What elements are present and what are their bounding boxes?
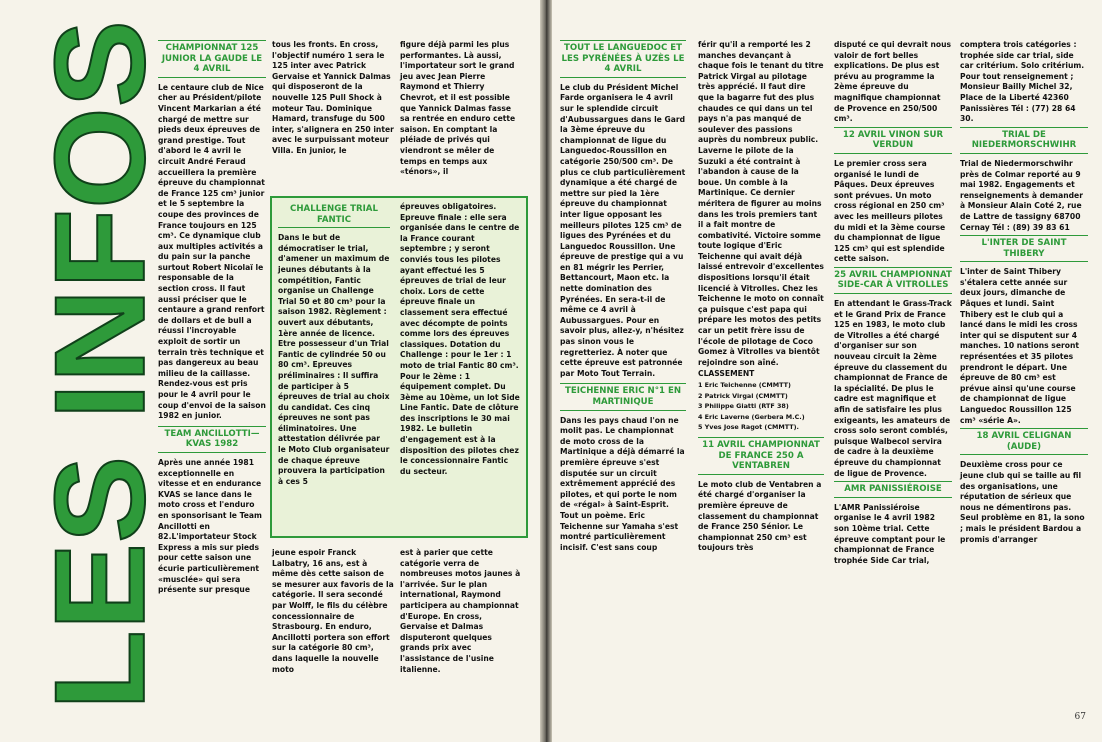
article-ancillotti: Après une année 1981 exceptionnelle en vitesse et en endurance KVAS se lance dans le moto cross et l'enduro en sponsorisant le Team Ancillotti en 82.L'importateur Stock Express a mis sur pieds pour cette saison une écurie particulièrement «musclée» qui sera présente sur presque xyxy=(158,457,262,595)
page-number: 67 xyxy=(1074,712,1086,722)
classement-heading: CLASSEMENT xyxy=(698,369,755,379)
right-column-2 xyxy=(698,40,824,740)
article-la-gaude: Le centaure club de Nice cher au Président/pilote Vincent Markarian a été chargé de mettre sur pieds deux épreuves de grand prestige. Tout d'abord le 4 avril le circuit André Feraud accueillera la première épreuve du championnat de France 125 cm³ junior et le 5 septembre la coupe des provinces de France toujours en 125 cm³. Ce dynamique club aux multiples activités a du pain sur la panche surtout Robert Nicolaï le responsable de la section cross. Il faut aussi préciser que le centaure a grand renfort de dollars et de bull a réussi l'incroyable exploit de sortir un terrain très technique et pas dangereux au beau milieu de la caillasse. Rendez-vous est pris pour le 4 avril pour le coup d'envoi de la saison 1982 en junior. xyxy=(158,82,266,421)
article-martinique-cont: férir qu'il a remporté les 2 manches devançant à chaque fois le tenant du titre Patrick Virgal au pilotage très apprécié. Il faut dire que la bagarre fut des plus chaudes ce qui dans un tel pays n'a pas manqué de soulever des passions auprès du nombreux public. Laverne le pilote de la Suzuki a été contraint à l'abandon à cause de la boue. Un comble à la Martinique. Ce dernier méritera de figurer au moins dans les trois premiers tant il a fait montre de combativité. Victoire somme toute logique d'Eric Teichenne qui avait déjà laissé entrevoir d'excellentes dispositions lorsqu'il était licencié à Vitrolles. Chez les Teichenne le moto on connaît ça puisque c'est papa qui prépare les motos des petits car un petit frère issu de l'école de pilotage de Coco Gomez à Vitrolles va bientôt rejoindre son aîné. xyxy=(698,40,824,367)
vertical-title xyxy=(2,10,172,720)
right-column-4 xyxy=(960,40,1088,720)
title-graphic xyxy=(2,10,172,720)
heading-teichenne: TEICHENNE ERIC N°1 EN MARTINIQUE xyxy=(560,383,686,410)
box-text-col2: épreuves obligatoires. Epreuve finale : elle sera organisée dans le centre de la France courant septembre ; y seront conviés tous les pilotes ayant effectué les 5 épreuves de trial de leur choix. Lors de cette épreuve finale un classement sera effectué avec décompte de points comme lors des épreuves classiques. Dotation du Challenge : pour le 1er : 1 moto de trial Fantic 80 cm³. Pour le 2ème : 1 équipement complet. Du 3ème au 10ème, un lot Side Line Fantic. Date de clôture des inscriptions le 30 mai 1982. Le bulletin d'engagement est à la disposition des pilotes chez le concessionnaire Fantic du secteur. xyxy=(400,202,520,476)
heading-vinon: 12 AVRIL VINON SUR VERDUN xyxy=(834,127,952,154)
article-niedermorschwihr: Trial de Niedermorschwihr près de Colmar reporté au 9 mai 1982. Engagements et renseignements à demander à Monsieur Alain Coté 2, rue de Lattre de tassigny 68700 Cernay Tél : (89) 39 83 61 xyxy=(960,158,1083,232)
heading-celignan: 18 AVRIL CELIGNAN (AUDE) xyxy=(960,428,1088,455)
classement-item: 5 Yves Jose Ragot (CMMTT). xyxy=(698,423,799,432)
article-vitrolles: En attendant le Grass-Track et le Grand Prix de France 125 en 1983, le moto club de Vitrolles a été chargé d'organiser sur son nouveau circuit la 2ème épreuve du classement du championnat de France de la spécialité. De plus le cadre est magnifique et afin de satisfaire les plus exigeants, les amateurs de cross solo seront comblés, puisque Walbecol servira de cadre à la deuxième épreuve du championnat de ligue de Provence. xyxy=(834,299,952,478)
article-ventabren-cont: disputé ce qui devrait nous valoir de fort belles explications. De plus est prévu au programme la 2ème épreuve du magnifique championnat de Provence en 250/500 cm³. xyxy=(834,40,952,124)
article-amr: L'AMR Panissiéroise organise le 4 avril 1982 son 10ème trial. Cette épreuve comptant pour le championnat de France trophée Side Car trial, xyxy=(834,502,946,565)
right-column-3 xyxy=(834,40,952,740)
title-text: LES INFOS xyxy=(28,34,172,710)
heading-team-ancillotti: TEAM ANCILLOTTI—KVAS 1982 xyxy=(158,426,266,453)
heading-amr: AMR PANISSIÉROISE xyxy=(834,481,952,498)
article-ancillotti-cont: tous les fronts. En cross, l'objectif numéro 1 sera le 125 inter avec Patrick Gervaise et Yannick Dalmas qui disposeront de la nouvelle 125 Pull Shock à moteur Tau. Dominique Hamard, transfuge du 500 inter, s'alignera en 250 inter avec le surpuissant moteur Villa. En junior, le xyxy=(272,40,394,155)
article-saint-thibery: L'inter de Saint Thibery s'étalera cette année sur deux jours, dimanche de Pâques et lundi. Saint Thibery est le club qui a lancé dans le midi les cross inter qui se disputent sur 4 manches. 10 nations seront représentées et 35 pilotes prendront le départ. Une épreuve de 80 cm³ est prévue ainsi qu'une course de championnat de ligue Languedoc Roussillon 125 cm³ «série A». xyxy=(960,267,1079,425)
article-vinon: Le premier cross sera organisé le lundi de Pâques. Deux épreuves sont prévues. Un moto cross régional en 250 cm³ avec les meilleurs pilotes du midi et la 3ème course du championnat de ligue 125 cm³ qui est splendide cette saison. xyxy=(834,158,946,264)
right-column-1 xyxy=(560,40,686,740)
column-2-top xyxy=(272,40,394,195)
article-celignan: Deuxième cross pour ce jeune club qui se taille au fil des organisations, une réputation de sérieux que nous ne démentirons pas. Seul problème en 81, la sono ; mais le président Bardou a promis d'arranger xyxy=(960,460,1085,544)
heading-languedoc: TOUT LE LANGUEDOC ET LES PYRÉNÉES À UZÈS LE 4 AVRIL xyxy=(560,40,686,78)
classement-item: 4 Eric Laverne (Gerbera M.C.) xyxy=(698,412,805,421)
article-uzes: Le club du Président Michel Farde organisera le 4 avril sur le splendide circuit d'Aubussargues dans le Gard la 3ème épreuve du championnat de ligue du Languedoc-Roussillon en catégorie 250/500 cm³. De plus ce club particulièrement dynamique a été chargé de mettre sur pied la 1ère épreuve du championnat inter ligue opposant les meilleurs pilotes 125 cm³ de ligues des Pyrénées et du Languedoc Roussillon. Une épreuve de prestige qui a vu en 81 mégrir les Perrier, Bettancourt, Maon etc. la nette domination des Pyrénées. En sera-t-il de même ce 4 avril à Aubussargues. Pour en savoir plus, allez-y, n'hésitez pas sinon vous le regretteriez. À noter que cette épreuve est patronnée par Moto Tout Terrain. xyxy=(560,82,686,378)
article-ventabren: Le moto club de Ventabren a été chargé d'organiser la première épreuve de classement du championnat de France 250 Sénior. Le championnat 250 cm³ est toujours très xyxy=(698,479,822,553)
article-amr-cont: comptera trois catégories : trophée side car trial, side car critérium. Solo critérium. Pour tout renseignement ; Monsieur Bailly Michel 32, Place de la Liberté 42360 Panissières Tél : (77) 28 64 30. xyxy=(960,40,1085,124)
classement-item: 3 Philippe Giatti (RTF 38) xyxy=(698,402,789,411)
heading-ventabren: 11 AVRIL CHAMPIONNAT DE FRANCE 250 A VENTABREN xyxy=(698,437,824,475)
column-3-bottom xyxy=(400,548,522,738)
heading-niedermorschwihr: TRIAL DE NIEDERMORSCHWIHR xyxy=(960,127,1088,154)
right-page xyxy=(552,0,1102,742)
heading-saint-thibery: L'INTER DE SAINT THIBERY xyxy=(960,235,1088,262)
heading-championnat-125: CHAMPIONNAT 125 JUNIOR LA GAUDE LE 4 AVRIL xyxy=(158,40,266,78)
classement-item: 2 Patrick Virgal (CMMTT) xyxy=(698,391,788,400)
article-ancillotti-cont3: figure déjà parmi les plus performantes. Là aussi, l'importateur sort le grand jeu avec Jean Pierre Raymond et Thierry Chevrot, et il est possible que Yannick Dalmas fasse sa rentrée en enduro cette saison. En comptant la pléiade de privés qui viendront se mêler de temps en temps aux «ténors», il xyxy=(400,40,516,177)
classement-list xyxy=(698,381,824,433)
classement-item: 1 Eric Teichenne (CMMTT) xyxy=(698,381,791,389)
box-text-col1: Dans le but de démocratiser le trial, d'amener un maximum de jeunes débutants à la compétition, Fantic organise un Challenge Trial 50 et 80 cm³ pour la saison 1982. Règlement : ouvert aux débutants, 1ère année de licence. Etre possesseur d'un Trial Fantic de cylindrée 50 ou 80 cm³. Epreuves préliminaires : Il suffira de participer à 5 épreuves de trial au choix du candidat. Ces cinq épreuves ne sont pas éliminatoires. Une attestation délivrée par le Moto Club organisateur de chaque épreuve prouvera la participation à ces 5 xyxy=(278,233,390,486)
column-2-bottom xyxy=(272,548,394,738)
column-3-top xyxy=(400,40,522,195)
heading-vitrolles: 25 AVRIL CHAMPIONNAT SIDE-CAR À VITROLLES xyxy=(834,267,952,294)
article-ancillotti-end: est à parier que cette catégorie verra de nombreuses motos jaunes à l'arrivée. Sur le plan international, Raymond participera au championnat d'Europe. En cross, Gervaise et Dalmas disputeront quelques grands prix avec l'assistance de l'usine italienne. xyxy=(400,548,521,674)
article-ancillotti-cont2: jeune espoir Franck Lalbatry, 16 ans, est à même dès cette saison de se mesurer aux favoris de la catégorie. Il sera secondé par Wolff, le fils du célèbre concessionnaire de Strasbourg. En enduro, Ancillotti portera son effort sur la catégorie 80 cm³, dans laquelle la nouvelle moto xyxy=(272,548,394,674)
book-gutter xyxy=(540,0,552,742)
heading-challenge-trial: CHALLENGE TRIAL FANTIC xyxy=(278,202,390,228)
article-martinique: Dans les pays chaud l'on ne molit pas. Le championnat de moto cross de la Martinique a déjà démarré la première épreuve s'est disputée sur un circuit extrêmement apprécié des pilotes, et qui porte le nom de «régal» à Saint-Esprit. Tout un poème. Eric Teichenne sur Yamaha s'est montré particulièrement incisif. C'est sans coup xyxy=(560,415,685,552)
column-1 xyxy=(158,40,266,740)
left-page xyxy=(0,0,540,742)
challenge-trial-fantic-box xyxy=(270,196,528,538)
